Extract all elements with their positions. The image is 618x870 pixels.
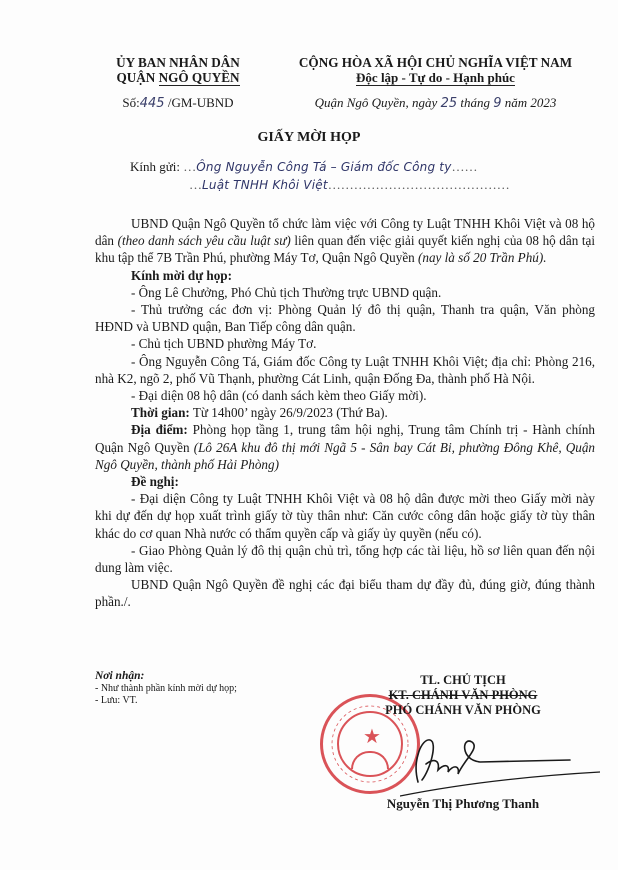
recipients-block bbox=[95, 670, 237, 708]
location-label: Địa điểm: bbox=[131, 422, 188, 438]
invitee-item: - Đại diện 08 hộ dân (có danh sách kèm theo Giấy mời). bbox=[131, 388, 427, 404]
signature-line1: TL. CHỦ TỊCH bbox=[420, 673, 506, 687]
signer-name: Nguyễn Thị Phương Thanh bbox=[386, 796, 540, 811]
time-label: Thời gian: bbox=[131, 405, 190, 421]
date-prefix: Quận Ngô Quyền, ngày bbox=[314, 95, 441, 110]
meeting-time bbox=[95, 404, 595, 421]
issuer-line1: ỦY BAN NHÂN DÂN bbox=[116, 55, 240, 70]
motto-text: Độc lập - Tự do - Hạnh phúc bbox=[356, 70, 515, 85]
meeting-location bbox=[95, 421, 595, 473]
invitee-item: - Thủ trưởng các đơn vị: Phòng Quản lý đô thị quận, Thanh tra quận, Văn phòng HĐND và UBND quận, Ban Tiếp công dân quận. bbox=[95, 302, 595, 335]
date-month: 9 bbox=[493, 96, 502, 111]
intro-text-1: UBND Quận Ngô Quyền tổ chức làm việc với Công ty Luật TNHH Khôi Việt và 08 hộ dân bbox=[95, 216, 595, 249]
request-item: - Giao Phòng Quản lý đô thị quận chủ trì, tổng hợp các tài liệu, hồ sơ liên quan đến nội dung làm việc. bbox=[95, 542, 595, 576]
signature-block bbox=[345, 673, 581, 811]
handwritten-signature-icon bbox=[400, 730, 600, 800]
intro-text-2: liên quan đến việc giải quyết kiến nghị của 08 hộ dân tại khu tập thể 7B Trần Phú, phường Máy Tơ, Quận Ngô Quyền bbox=[95, 233, 595, 266]
time-value: Từ 14h00’ ngày 26/9/2023 (Thứ Ba). bbox=[189, 405, 388, 421]
document-body bbox=[95, 215, 595, 611]
location-value: Phòng họp tầng 1, trung tâm hội nghị, Trung tâm Chính trị - Hành chính Quận Ngô Quyền bbox=[95, 422, 595, 455]
recipient-line-1 bbox=[130, 158, 570, 176]
issuer-district: NGÔ QUYỀN bbox=[158, 70, 240, 85]
date-month-label: tháng bbox=[457, 95, 494, 110]
dots: …… bbox=[451, 159, 478, 174]
date-day: 25 bbox=[440, 96, 458, 111]
nation-name: CỘNG HÒA XÃ HỘI CHỦ NGHĨA VIỆT NAM bbox=[298, 55, 573, 70]
issuer-header bbox=[103, 55, 253, 111]
recipient-line-2 bbox=[130, 176, 570, 194]
document-date bbox=[283, 95, 588, 111]
intro-italic-1: (theo danh sách yêu cầu luật sư) bbox=[117, 233, 291, 249]
invitee-item: - Ông Lê Chưởng, Phó Chủ tịch Thường trực UBND quận. bbox=[131, 284, 442, 300]
request-item: - Đại diện Công ty Luật TNHH Khôi Việt và 08 hộ dân được mời theo Giấy mời này khi dự đến dự họp xuất trình giấy tờ tùy thân như: Căn cước công dân hoặc giấy tờ tùy thân khác do cơ quan Nhà nước có thẩm quyền cấp và giấy ủy quyền (nếu có). bbox=[95, 491, 595, 541]
recipient-line bbox=[130, 158, 570, 194]
closing-paragraph: UBND Quận Ngô Quyền đề nghị các đại biểu tham dự đầy đủ, đúng giờ, đúng thành phần./. bbox=[95, 577, 595, 610]
national-header bbox=[283, 55, 588, 111]
doc-number-value: 445 bbox=[139, 96, 165, 111]
dots: …………………………………… bbox=[327, 177, 510, 192]
recipient-label: Kính gửi: bbox=[130, 159, 184, 174]
intro-paragraph bbox=[95, 215, 595, 267]
invitee-item: - Ông Nguyễn Công Tá, Giám đốc Công ty Luật TNHH Khôi Việt; địa chỉ: Phòng 216, nhà K2, ngõ 2, phố Vũ Thạnh, phường Cát Linh, quận Đống Đa, thành phố Hà Nội. bbox=[95, 353, 595, 386]
dots: … bbox=[183, 159, 197, 174]
intro-italic-2: (nay là số 20 Trần Phú). bbox=[418, 250, 547, 266]
recipient-handwritten-2: Luật TNHH Khôi Việt bbox=[202, 178, 328, 192]
star-icon: ★ bbox=[363, 726, 381, 748]
gear-icon bbox=[351, 751, 389, 769]
invite-heading bbox=[95, 267, 595, 284]
date-year: năm 2023 bbox=[501, 95, 557, 110]
dots: … bbox=[189, 177, 202, 192]
recipients-heading: Nơi nhận: bbox=[95, 670, 145, 682]
national-motto bbox=[283, 70, 588, 85]
issuer-line2-prefix: QUẬN bbox=[116, 70, 159, 85]
document-title bbox=[0, 130, 618, 146]
location-address: (Lô 26A khu đô thị mới Ngã 5 - Sân bay Cát Bi, phường Đông Khê, Quận Ngô Quyền, thành phố Hải Phòng) bbox=[95, 439, 595, 472]
signature-line3: PHÓ CHÁNH VĂN PHÒNG bbox=[385, 703, 541, 717]
title-text: GIẤY MỜI HỌP bbox=[257, 130, 361, 145]
request-heading-text: Đề nghị: bbox=[131, 474, 179, 490]
recipients-item: - Lưu: VT. bbox=[95, 695, 138, 706]
issuer-line2 bbox=[103, 70, 253, 85]
doc-number-suffix: /GM-UBND bbox=[164, 95, 234, 110]
signature-line2: KT. CHÁNH VĂN PHÒNG bbox=[388, 688, 538, 702]
invite-heading-text: Kính mời dự họp: bbox=[131, 267, 232, 283]
doc-number-label: Số: bbox=[122, 95, 140, 110]
recipient-handwritten-1: Ông Nguyễn Công Tá – Giám đốc Công ty bbox=[196, 160, 452, 174]
recipients-item: - Như thành phần kính mời dự họp; bbox=[95, 682, 237, 694]
seal-emblem bbox=[337, 711, 403, 777]
invitee-item: - Chủ tịch UBND phường Máy Tơ. bbox=[131, 336, 317, 352]
request-heading bbox=[95, 473, 595, 490]
document-number bbox=[103, 95, 253, 111]
